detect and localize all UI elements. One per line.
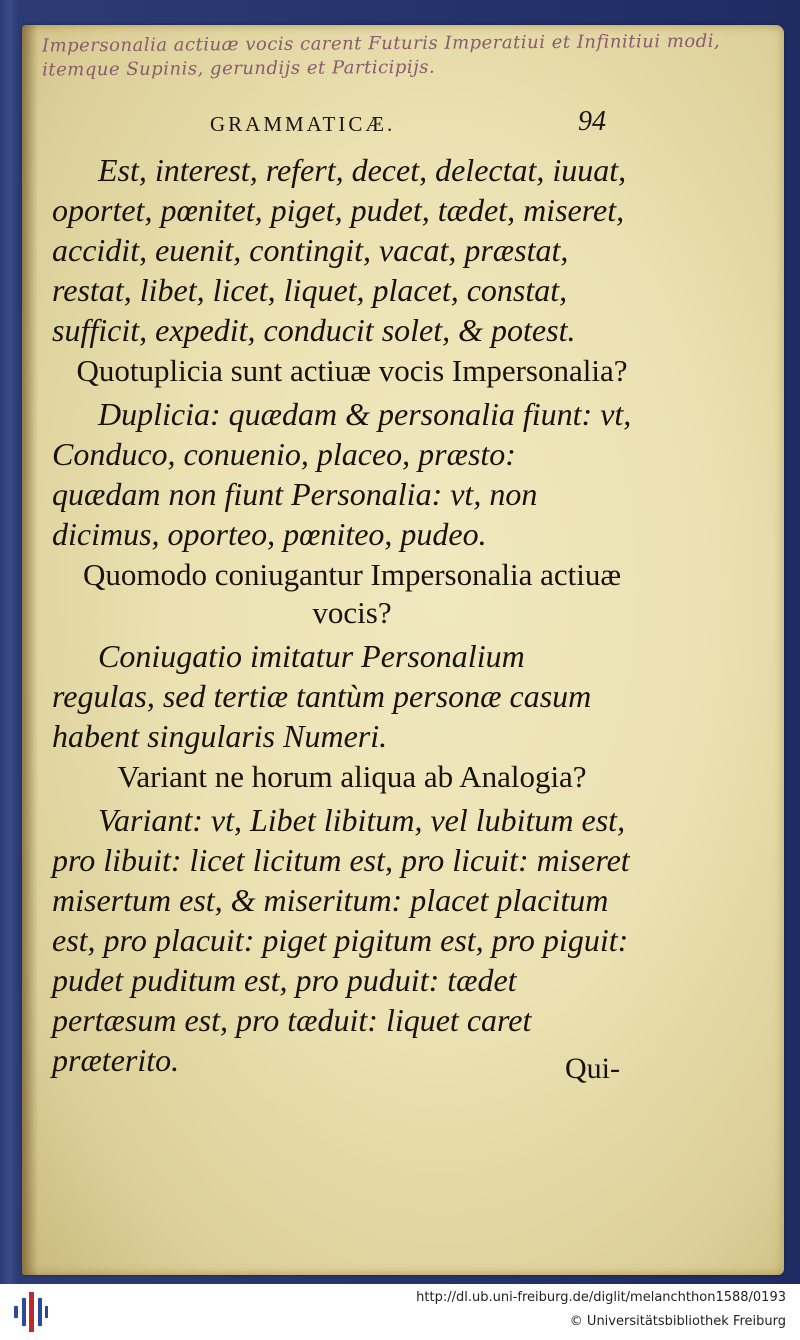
ub-freiburg-logo-icon <box>14 1292 48 1332</box>
source-url-link[interactable]: http://dl.ub.uni-freiburg.de/diglit/melanchthon1588/0193 <box>416 1290 786 1305</box>
folio-number: 94 <box>578 106 606 137</box>
answer-paragraph: Variant: vt, Libet libitum, vel lubitum est, pro libuit: licet licitum est, pro licuit: miseret misertum est, & miseritum: placet placitum est, pro placuit: piget pigitum est, pro piguit: pudet puditum est, pro puduit: tædet pertæsum est, pro tæduit: liquet caret præterito. <box>52 802 630 1078</box>
copyright-notice: © Universitätsbibliothek Freiburg <box>569 1314 786 1329</box>
running-head: GRAMMATICÆ. <box>210 112 396 136</box>
manuscript-note: Impersonalia actiuæ vocis carent Futuris Imperatiui et Infinitiui modi, itemque Supinis, gerundijs et Participijs. <box>41 30 721 81</box>
paragraph-impersonal-list: Est, interest, refert, decet, delectat, iuuat, oportet, pœnitet, piget, pudet, tædet, miseret, accidit, euenit, contingit, vacat, præstat, restat, libet, licet, liquet, placet, constat, sufficit, expedit, conducit solet, & potest. <box>52 152 627 348</box>
answer-paragraph: Duplicia: quædam & personalia fiunt: vt, Conduco, conuenio, placeo, præsto: quædam non fiunt Personalia: vt, non dicimus, oporteo, pœniteo, pudeo. <box>52 396 632 552</box>
catchword: Qui- <box>565 1052 620 1085</box>
viewer-footer <box>0 1284 800 1340</box>
question-heading: Quotuplicia sunt actiuæ vocis Impersonalia? <box>76 353 628 388</box>
page-gutter-shadow <box>22 25 38 1275</box>
answer-paragraph: Coniugatio imitatur Personalium regulas, sed tertiæ tantùm personæ casum habent singularis Numeri. <box>52 638 592 754</box>
question-heading: Variant ne horum aliqua ab Analogia? <box>117 759 587 794</box>
question-heading: Quomodo coniugantur Impersonalia actiuæ vocis? <box>82 557 622 630</box>
page-body <box>52 150 632 1080</box>
